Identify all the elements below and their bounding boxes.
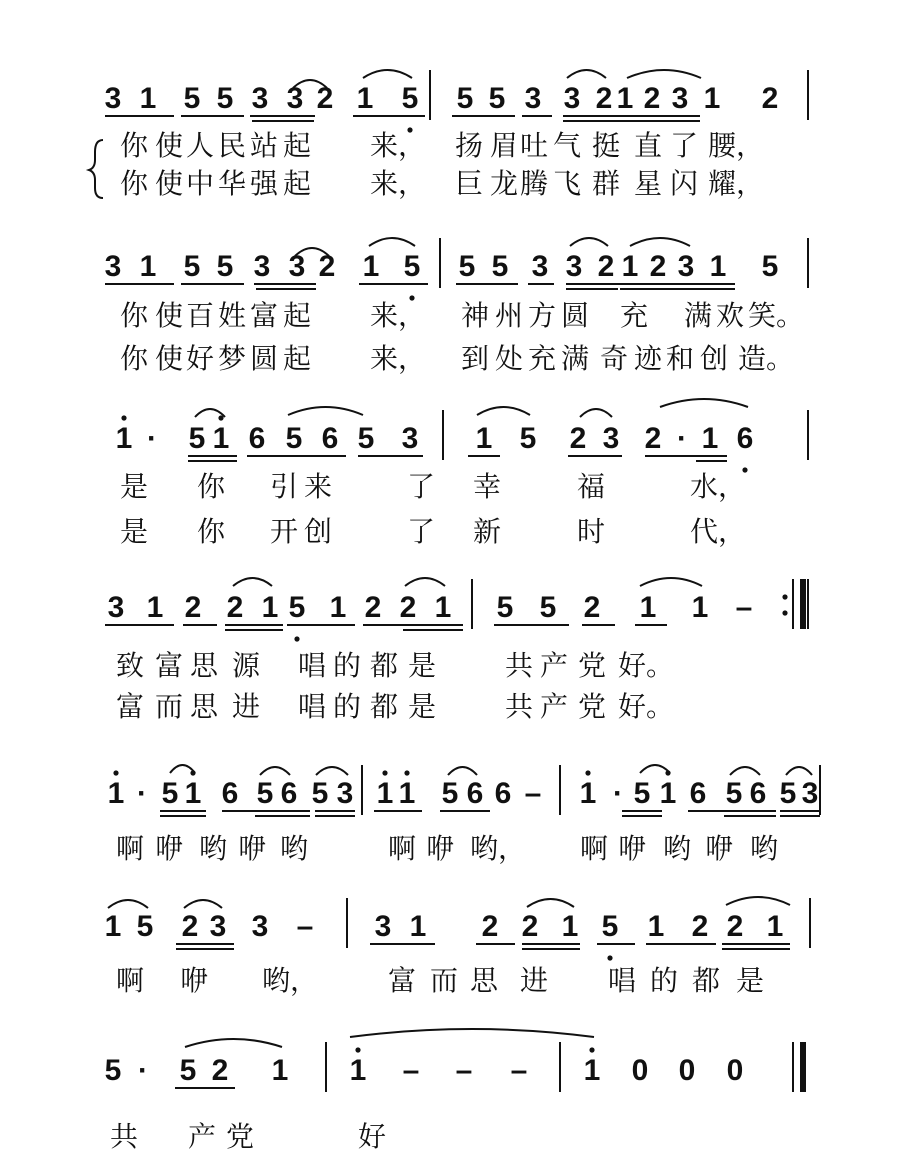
note: 1 — [104, 910, 122, 943]
note: 1 — [709, 250, 727, 283]
slur — [316, 767, 348, 775]
note: 5 — [488, 82, 506, 115]
note: 5 — [401, 82, 419, 115]
slur — [350, 1029, 594, 1037]
lyric-syllable: 强 — [250, 167, 279, 200]
note: 5 — [441, 777, 459, 810]
lyric-syllable: 吐 — [520, 129, 549, 162]
lyric-syllable: 创 — [700, 342, 729, 375]
note: 1 — [583, 1054, 601, 1087]
lyric-syllable: 直 — [634, 129, 663, 162]
lyric-syllable: 神 — [461, 299, 490, 332]
slur — [369, 238, 415, 246]
octave-dot-high — [382, 770, 387, 775]
repeat-dot — [782, 610, 787, 615]
note: 5 — [104, 1054, 122, 1087]
lyric-syllable: 都 — [692, 964, 721, 997]
note: 5 — [285, 422, 303, 455]
note: 1 — [475, 422, 493, 455]
lyric-syllable: 起 — [283, 299, 312, 332]
octave-dot-high — [355, 1047, 360, 1052]
lyric-syllable: 哟 — [280, 832, 309, 865]
note: 5 — [633, 777, 651, 810]
lyric-syllable: 满 — [684, 299, 713, 332]
note: 2 — [597, 250, 615, 283]
slur — [580, 409, 612, 417]
note: 0 — [726, 1054, 744, 1087]
note: 6 — [736, 422, 754, 455]
note: 1 — [766, 910, 784, 943]
augmentation-dot: · — [138, 1054, 148, 1087]
note: 6 — [749, 777, 767, 810]
note: 2 — [569, 422, 587, 455]
lyric-syllable: 挺 — [592, 129, 621, 162]
lyric-syllable: 产 — [188, 1120, 217, 1153]
lyric-syllable: 奇 — [600, 342, 629, 375]
lyric-syllable: 使 — [155, 129, 184, 162]
slur — [233, 578, 272, 586]
note: 2 — [595, 82, 613, 115]
note: 1 — [398, 777, 416, 810]
verse-brace — [89, 140, 103, 198]
note: 3 — [374, 910, 392, 943]
lyric-syllable: 中 — [186, 167, 215, 200]
note: 0 — [678, 1054, 696, 1087]
lyric-syllable: 星 — [634, 167, 663, 200]
lyric-syllable: 来， — [370, 129, 427, 162]
lyric-syllable: 了 — [670, 129, 699, 162]
lyric-syllable: 进 — [232, 690, 261, 723]
note: 1 — [184, 777, 202, 810]
note: 3 — [801, 777, 819, 810]
slur — [630, 238, 690, 246]
note: 6 — [221, 777, 239, 810]
note: 2 — [316, 82, 334, 115]
lyric-syllable: 啊 — [116, 964, 145, 997]
lyric-syllable: 唱 — [608, 964, 637, 997]
lyric-syllable: 梦 — [218, 342, 247, 375]
lyric-syllable: 使 — [155, 167, 184, 200]
lyric-syllable: 新 — [473, 515, 502, 548]
lyric-syllable: 好 — [186, 342, 215, 375]
slur — [570, 238, 608, 246]
note: 3 — [209, 910, 227, 943]
slur — [726, 897, 790, 905]
note: 1 — [409, 910, 427, 943]
slur — [640, 765, 670, 773]
lyric-syllable: 水， — [690, 470, 747, 503]
octave-dot-high — [113, 770, 118, 775]
slur — [363, 70, 412, 78]
note: 5 — [161, 777, 179, 810]
lyric-syllable: 气 — [553, 129, 582, 162]
note: 1 — [659, 777, 677, 810]
lyric-syllable: 使 — [155, 299, 184, 332]
lyric-syllable: 党 — [578, 690, 607, 723]
note: 5 — [403, 250, 421, 283]
lyric-syllable: 哟 — [750, 832, 779, 865]
lyric-syllable: 到 — [461, 342, 490, 375]
lyric-syllable: 进 — [520, 964, 549, 997]
note: 3 — [671, 82, 689, 115]
lyric-syllable: 党 — [578, 649, 607, 682]
note: 3 — [677, 250, 695, 283]
note: 6 — [280, 777, 298, 810]
note: 5 — [456, 82, 474, 115]
lyric-syllable: 龙 — [490, 167, 519, 200]
lyric-syllable: 起 — [283, 167, 312, 200]
lyric-syllable: 的 — [333, 690, 362, 723]
lyric-syllable: 产 — [540, 649, 569, 682]
lyric-syllable: 哟 — [199, 832, 228, 865]
lyric-syllable: 起 — [283, 342, 312, 375]
note: 5 — [725, 777, 743, 810]
octave-dot-low — [607, 955, 612, 960]
lyric-syllable: 富 — [250, 299, 279, 332]
lyric-syllable: 啊 — [388, 832, 417, 865]
note: 2 — [184, 591, 202, 624]
lyric-syllable: 哟 — [663, 832, 692, 865]
lyric-syllable: 唱 — [298, 649, 327, 682]
octave-dot-low — [294, 636, 299, 641]
note: 3 — [524, 82, 542, 115]
note: 5 — [761, 250, 779, 283]
slur — [185, 1039, 282, 1047]
note: 2 — [643, 82, 661, 115]
lyric-syllable: 都 — [370, 649, 399, 682]
lyric-syllable: 是 — [120, 470, 149, 503]
note: 3 — [253, 250, 271, 283]
lyric-syllable: 共 — [505, 690, 534, 723]
lyric-syllable: 开 — [270, 515, 299, 548]
lyric-syllable: 是 — [408, 690, 437, 723]
note: 2 — [364, 591, 382, 624]
lyric-syllable: 欢 — [716, 299, 745, 332]
note: 1 — [271, 1054, 289, 1087]
lyric-syllable: 来 — [304, 470, 333, 503]
note: 1 — [146, 591, 164, 624]
lyric-syllable: 使 — [155, 342, 184, 375]
slur — [477, 407, 530, 415]
lyric-syllable: 的 — [650, 964, 679, 997]
lyric-syllable: 而 — [155, 690, 184, 723]
note: – — [735, 591, 753, 624]
note: 3 — [251, 82, 269, 115]
lyric-syllable: 州 — [495, 299, 524, 332]
lyric-syllable: 耀， — [708, 167, 765, 200]
lyric-syllable: 来， — [370, 342, 427, 375]
note: 1 — [616, 82, 634, 115]
lyric-syllable: 咿 — [180, 964, 209, 997]
note: 1 — [434, 591, 452, 624]
lyric-syllable: 咿 — [426, 832, 455, 865]
lyric-syllable: 啊 — [116, 832, 145, 865]
note: 5 — [357, 422, 375, 455]
repeat-dot — [782, 594, 787, 599]
note: 3 — [565, 250, 583, 283]
lyric-syllable: 好。 — [618, 649, 675, 682]
note: 6 — [321, 422, 339, 455]
note: 2 — [583, 591, 601, 624]
slur — [108, 900, 148, 908]
note: 5 — [288, 591, 306, 624]
slur — [730, 767, 760, 775]
lyric-syllable: 眉 — [490, 129, 519, 162]
slur — [567, 70, 606, 78]
lyric-syllable: 充 — [620, 299, 649, 332]
lyric-syllable: 百 — [186, 299, 215, 332]
lyric-syllable: 幸 — [473, 470, 502, 503]
note: 6 — [494, 777, 512, 810]
slur — [288, 407, 363, 415]
slur — [660, 399, 748, 407]
note: 1 — [701, 422, 719, 455]
lyric-syllable: 共 — [110, 1120, 139, 1153]
lyric-syllable: 咿 — [238, 832, 267, 865]
note: – — [455, 1054, 473, 1087]
augmentation-dot: · — [147, 422, 157, 455]
lyric-syllable: 好 — [358, 1120, 387, 1153]
note: 2 — [181, 910, 199, 943]
note: 3 — [531, 250, 549, 283]
note: 2 — [226, 591, 244, 624]
lyric-syllable: 处 — [495, 342, 524, 375]
octave-dot-high — [121, 415, 126, 420]
slur — [786, 767, 812, 775]
note: – — [402, 1054, 420, 1087]
lyric-syllable: 满 — [561, 342, 590, 375]
note: 1 — [639, 591, 657, 624]
lyric-syllable: 你 — [120, 167, 149, 200]
note: 1 — [356, 82, 374, 115]
lyric-syllable: 福 — [577, 470, 606, 503]
augmentation-dot: · — [677, 422, 687, 455]
lyric-syllable: 起 — [283, 129, 312, 162]
lyric-syllable: 是 — [120, 515, 149, 548]
lyric-syllable: 你 — [197, 470, 226, 503]
note: 3 — [401, 422, 419, 455]
augmentation-dot: · — [613, 777, 623, 810]
lyric-syllable: 哟， — [262, 964, 319, 997]
lyric-syllable: 咿 — [705, 832, 734, 865]
note: 3 — [602, 422, 620, 455]
lyric-syllable: 时 — [577, 515, 606, 548]
note: 3 — [336, 777, 354, 810]
lyric-syllable: 哟， — [470, 832, 527, 865]
lyric-syllable: 了 — [407, 515, 436, 548]
lyric-syllable: 都 — [370, 690, 399, 723]
octave-dot-high — [404, 770, 409, 775]
lyric-syllable: 和 — [666, 342, 695, 375]
lyric-syllable: 你 — [120, 299, 149, 332]
note: 5 — [519, 422, 537, 455]
note: 1 — [362, 250, 380, 283]
lyric-syllable: 咿 — [618, 832, 647, 865]
note: 5 — [491, 250, 509, 283]
note: 2 — [399, 591, 417, 624]
note: 5 — [183, 250, 201, 283]
note: 6 — [248, 422, 266, 455]
lyric-syllable: 姓 — [218, 299, 247, 332]
note: 3 — [104, 82, 122, 115]
lyric-syllable: 充 — [528, 342, 557, 375]
lyric-syllable: 引 — [270, 470, 299, 503]
lyric-syllable: 圆 — [250, 342, 279, 375]
lyric-syllable: 来， — [370, 299, 427, 332]
note: 2 — [691, 910, 709, 943]
note: 5 — [779, 777, 797, 810]
note: 5 — [216, 82, 234, 115]
lyric-syllable: 富 — [155, 649, 184, 682]
note: 1 — [212, 422, 230, 455]
note: 1 — [139, 250, 157, 283]
lyric-syllable: 你 — [197, 515, 226, 548]
lyric-syllable: 迹 — [634, 342, 663, 375]
lyric-syllable: 圆 — [561, 299, 590, 332]
note: 3 — [286, 82, 304, 115]
lyric-syllable: 的 — [333, 649, 362, 682]
lyric-syllable: 共 — [505, 649, 534, 682]
lyric-syllable: 创 — [304, 515, 333, 548]
note: 3 — [107, 591, 125, 624]
lyric-syllable: 你 — [120, 129, 149, 162]
lyric-syllable: 笑。 — [748, 299, 805, 332]
note: 2 — [761, 82, 779, 115]
note: 3 — [288, 250, 306, 283]
note: 5 — [601, 910, 619, 943]
lyric-syllable: 方 — [528, 299, 557, 332]
note: 1 — [561, 910, 579, 943]
lyric-syllable: 扬 — [455, 129, 484, 162]
note: 1 — [107, 777, 125, 810]
note: 0 — [631, 1054, 649, 1087]
note: 2 — [644, 422, 662, 455]
note: 5 — [458, 250, 476, 283]
lyric-syllable: 富 — [116, 690, 145, 723]
note: 1 — [621, 250, 639, 283]
lyric-syllable: 是 — [408, 649, 437, 682]
note: 6 — [466, 777, 484, 810]
augmentation-dot: · — [137, 777, 147, 810]
note: 1 — [703, 82, 721, 115]
note: 5 — [496, 591, 514, 624]
note: 5 — [179, 1054, 197, 1087]
note: 6 — [689, 777, 707, 810]
lyric-syllable: 站 — [250, 129, 279, 162]
lyric-syllable: 党 — [226, 1120, 255, 1153]
slur — [527, 899, 574, 907]
note: 5 — [136, 910, 154, 943]
note: 5 — [256, 777, 274, 810]
note: 5 — [539, 591, 557, 624]
lyric-syllable: 思 — [190, 690, 219, 723]
octave-dot-high — [585, 770, 590, 775]
slur — [184, 900, 222, 908]
note: 3 — [251, 910, 269, 943]
lyric-syllable: 代， — [690, 515, 747, 548]
note: 2 — [481, 910, 499, 943]
note: 5 — [183, 82, 201, 115]
lyric-syllable: 思 — [470, 964, 499, 997]
lyric-syllable: 了 — [407, 470, 436, 503]
lyric-syllable: 源 — [232, 649, 261, 682]
lyric-syllable: 群 — [592, 167, 621, 200]
lyric-syllable: 巨 — [455, 167, 484, 200]
lyric-syllable: 飞 — [553, 167, 582, 200]
note: 2 — [726, 910, 744, 943]
note: 1 — [376, 777, 394, 810]
note: 1 — [691, 591, 709, 624]
note: 3 — [563, 82, 581, 115]
lyric-syllable: 唱 — [298, 690, 327, 723]
note: 5 — [216, 250, 234, 283]
lyric-syllable: 咿 — [155, 832, 184, 865]
slur — [448, 767, 477, 775]
lyric-syllable: 来， — [370, 167, 427, 200]
note: 2 — [318, 250, 336, 283]
slur — [405, 578, 445, 586]
lyric-syllable: 产 — [540, 690, 569, 723]
lyric-syllable: 腰， — [708, 129, 765, 162]
slur — [640, 578, 702, 586]
note: 1 — [579, 777, 597, 810]
note: – — [524, 777, 542, 810]
note: 1 — [647, 910, 665, 943]
slur — [260, 767, 290, 775]
lyric-syllable: 民 — [218, 129, 247, 162]
octave-dot-high — [589, 1047, 594, 1052]
note: – — [510, 1054, 528, 1087]
note: 1 — [139, 82, 157, 115]
lyric-syllable: 闪 — [670, 167, 699, 200]
lyric-syllable: 你 — [120, 342, 149, 375]
lyric-syllable: 啊 — [580, 832, 609, 865]
lyric-syllable: 致 — [116, 649, 145, 682]
note: 2 — [649, 250, 667, 283]
lyric-syllable: 造。 — [738, 342, 795, 375]
note: 5 — [188, 422, 206, 455]
lyric-syllable: 人 — [186, 129, 215, 162]
lyric-syllable: 华 — [218, 167, 247, 200]
lyric-syllable: 思 — [190, 649, 219, 682]
note: – — [296, 910, 314, 943]
slur — [627, 70, 701, 78]
note: 1 — [261, 591, 279, 624]
note: 5 — [311, 777, 329, 810]
note: 2 — [521, 910, 539, 943]
lyric-syllable: 腾 — [520, 167, 549, 200]
note: 1 — [329, 591, 347, 624]
note: 1 — [115, 422, 133, 455]
lyric-syllable: 富 — [388, 964, 417, 997]
lyric-syllable: 而 — [430, 964, 459, 997]
note: 1 — [349, 1054, 367, 1087]
lyric-syllable: 是 — [736, 964, 765, 997]
note: 3 — [104, 250, 122, 283]
lyric-syllable: 好。 — [618, 690, 675, 723]
note: 2 — [211, 1054, 229, 1087]
